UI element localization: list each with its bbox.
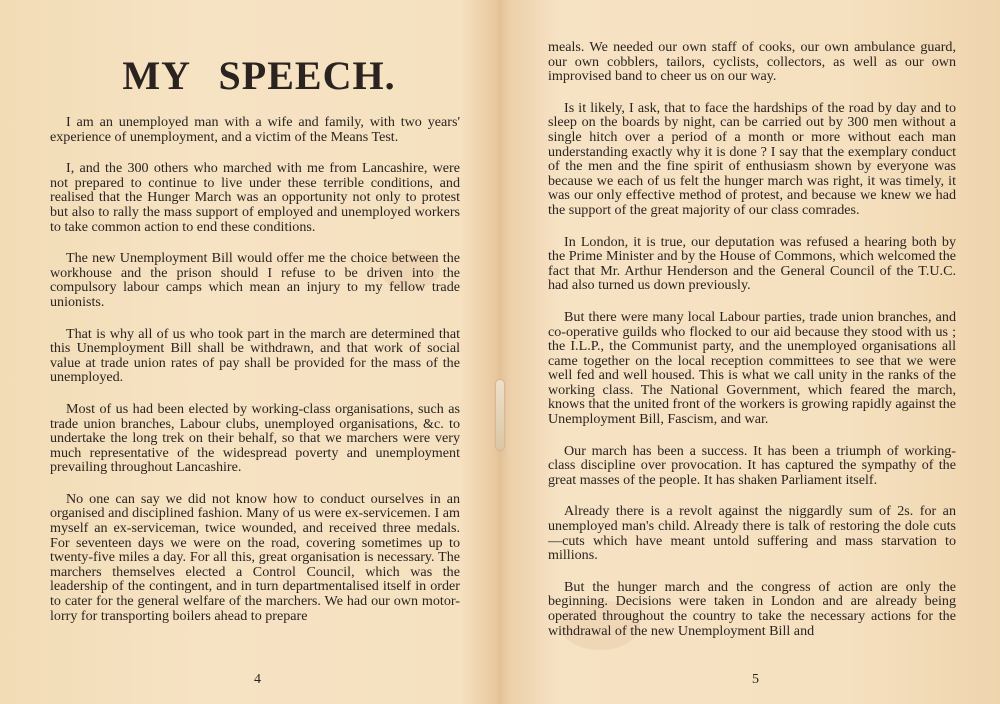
- page-title: MY SPEECH.: [122, 53, 396, 98]
- paragraph: That is why all of us who took part in the march are determined that this Unemployment Bill shall be withdrawn, and that work of social value at trade union rates of pay shall be provided for the mass of the unemployed.: [50, 325, 460, 386]
- paragraph: But the hunger march and the congress of action are only the beginning. Decisions were taken in London and are already being operated throughout the country to take the necessary actions for the withdrawal of the new Unemployment Bill and: [548, 578, 956, 639]
- right-page: [502, 0, 1000, 704]
- page-number: 5: [752, 672, 759, 687]
- paragraph: In London, it is true, our deputation was refused a hearing both by the Prime Minister and by the House of Commons, which welcomed the fact that Mr. Arthur Henderson and the General Council of the T.U.C. had also turned us down previously.: [548, 233, 956, 294]
- paragraph: meals. We needed our own staff of cooks, our own ambulance guard, our own cobblers, tailors, cyclists, collectors, as well as our own improvised band to cheer us on our way.: [548, 39, 956, 85]
- paragraph: But there were many local Labour parties, trade union branches, and co-operative guilds who flocked to our aid because they stood with us ; the I.L.P., the Communist party, and the unemployed organisations all came together on the local reception committees to see that we were well fed and well housed. This is what we call unity in the ranks of the working class. The National Government, which feared the march, knows that the united front of the workers is growing rapidly against the Unemployment Bill, Fascism, and war.: [548, 308, 956, 428]
- paragraph: Our march has been a success. It has been a triumph of working-class discipline over provocation. It has captured the sympathy of the great masses of the people. It has shaken Parliament itself.: [548, 442, 956, 488]
- paragraph: The new Unemployment Bill would offer me the choice between the workhouse and the prison should I refuse to be driven into the compulsory labour camps which mean an injury to my fellow trade unionists.: [50, 250, 460, 310]
- paragraph: Most of us had been elected by working-class organisations, such as trade union branches, Labour clubs, unemployed organisations, &c. to undertake the long trek on their behalf, so that we marchers were very much representative of the widespread poverty and unemployment prevailing throughout Lancashire.: [50, 400, 460, 476]
- paragraph: I am an unemployed man with a wife and family, with two years' experience of unemployment, and a victim of the Means Test.: [50, 114, 460, 145]
- paragraph: I, and the 300 others who marched with me from Lancashire, were not prepared to continue to live under these terrible conditions, and realised that the Hunger March was an opportunity not only to protest but also to rally the mass support of employed and unemployed workers to take common action to end these conditions.: [50, 160, 460, 235]
- paragraph: Is it likely, I ask, that to face the hardships of the road by day and to sleep on the boards by night, can be carried out by 300 men without a single hitch over a period of a month or more without each man understanding exactly why it is done ? I say that the exemplary conduct of the men and the fine spirit of enthusiasm shown by everyone was because we each of us felt the hunger march was right, it was timely, it was our only effective method of protest, and because we knew we had the support of the great majority of our class comrades.: [548, 99, 956, 218]
- page-number: 4: [254, 672, 261, 687]
- paragraph: Already there is a revolt against the niggardly sum of 2s. for an unemployed man's child. Already there is talk of restoring the dole cuts—cuts which have meant untold suffering and mass starvation to millions.: [548, 503, 956, 564]
- paragraph: No one can say we did not know how to conduct ourselves in an organised and disciplined fashion. Many of us were ex-servicemen. I am myself an ex-serviceman, twice wounded, and received three medals. For seventeen days we were on the road, covering sometimes up to twenty-five miles a day. For all this, great organisation is necessary. The marchers themselves elected a Control Council, which was the leadership of the contingent, and in turn departmentalised itself in order to cater for the general welfare of the marchers. We had our own motor-lorry for transporting boilers ahead to prepare: [50, 490, 460, 624]
